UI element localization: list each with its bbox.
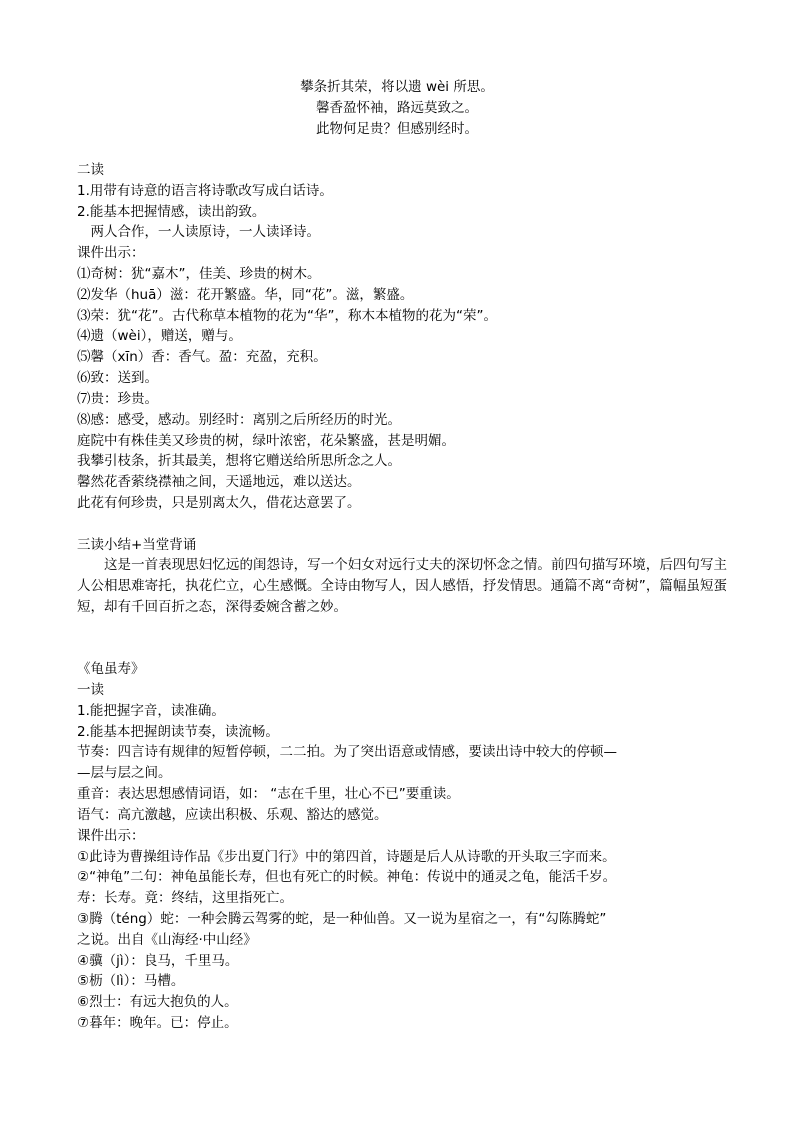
poem-line-1: 攀条折其荣，将以遗 wèi 所思。 (300, 79, 494, 95)
annotation-note: ⑦暮年：晚年。已：停止。 (77, 1015, 238, 1031)
annotation-note: ⑴奇树：犹“嘉木”，佳美、珍贵的树木。 (77, 266, 321, 282)
annotation-note: ⑻感：感受，感动。别经时：离别之后所经历的时光。 (77, 412, 401, 428)
annotation-note-continued: 寿：长寿。竟：终结，这里指死亡。 (77, 890, 293, 906)
annotation-note: ⑺贵：珍贵。 (77, 391, 158, 407)
section-heading-third-reading: 三读小结+当堂背诵 (77, 537, 197, 553)
rhythm-text: 节奏：四言诗有规律的短暂停顿，二二拍。为了突出语意或情感，要读出诗中较大的停顿— (77, 744, 617, 760)
annotation-note: ③腾（téng）蛇：一种会腾云驾雾的蛇，是一种仙兽。又一说为星宿之一，有“勾陈腾蛇” (77, 911, 607, 927)
translation-line: 我攀引枝条，折其最美，想将它赠送给所思所念之人。 (77, 453, 401, 469)
goal-item: 2.能基本把握朗读节奏，读流畅。 (77, 724, 279, 740)
poem-line-2: 馨香盈怀袖，路远莫致之。 (316, 100, 478, 116)
annotation-note: ②“神龟”二句：神龟虽能长寿，但也有死亡的时候。神龟：传说中的通灵之龟，能活千岁。 (77, 869, 617, 885)
goal-item: 1.用带有诗意的语言将诗歌改写成白话诗。 (77, 183, 333, 199)
courseware-label: 课件出示： (77, 245, 145, 261)
activity-text: 两人合作，一人读原诗，一人读译诗。 (90, 224, 320, 240)
poem-title: 《龟虽寿》 (77, 661, 145, 677)
tone-text: 语气：高亢激越，应读出积极、乐观、豁达的感觉。 (77, 807, 388, 823)
annotation-note: ⑤枥（lì）：马槽。 (77, 973, 185, 989)
annotation-note: ⑸馨（xīn）香：香气。盈：充盈，充积。 (77, 349, 327, 365)
poem-line-3: 此物何足贵？但感别经时。 (316, 121, 478, 137)
section-heading-first-reading: 一读 (77, 682, 104, 698)
annotation-note: ⑷遗（wèi），赠送，赠与。 (77, 328, 242, 344)
translation-line: 馨然花香萦绕襟袖之间，天遥地远，难以送达。 (77, 474, 361, 490)
annotation-note: ⑵发华（huā）滋：花开繁盛。华，同“花”。滋，繁盛。 (77, 287, 414, 303)
annotation-note: ①此诗为曹操组诗作品《步出夏门行》中的第四首，诗题是后人从诗歌的开头取三字而来。 (77, 849, 616, 865)
annotation-note: ④骥（jì）：良马，千里马。 (77, 953, 239, 969)
translation-line: 此花有何珍贵，只是别离太久，借花达意罢了。 (77, 495, 361, 511)
translation-line: 庭院中有株佳美又珍贵的树，绿叶浓密，花朵繁盛，甚是明媚。 (77, 433, 455, 449)
goal-item: 2.能基本把握情感，读出韵致。 (77, 204, 266, 220)
summary-paragraph: 这是一首表现思妇忆远的闺怨诗，写一个妇女对远行丈夫的深切怀念之情。前四句描写环境，后四句写主人公相思难寄托，执花伫立，心生感慨。全诗由物写人，因人感悟，抒发情思。通篇不离“奇树”，篇幅虽短蛋短，却有千回百折之态，深得委婉含蓄之妙。 (77, 557, 727, 615)
annotation-note: ⑶荣：犹“花”。古代称草本植物的花为“华”，称木本植物的花为“荣”。 (77, 308, 497, 324)
goal-item: 1.能把握字音，读准确。 (77, 703, 225, 719)
courseware-label: 课件出示： (77, 828, 145, 844)
annotation-note: ⑥烈士：有远大抱负的人。 (77, 994, 238, 1010)
annotation-note-continued: 之说。出自《山海经·中山经》 (77, 932, 257, 948)
stress-text: 重音：表达思想感情词语，如： “志在千里，壮心不已”要重读。 (77, 786, 460, 802)
rhythm-text-continued: —层与层之间。 (77, 765, 172, 781)
section-heading-second-reading: 二读 (77, 162, 104, 178)
annotation-note: ⑹致：送到。 (77, 370, 158, 386)
